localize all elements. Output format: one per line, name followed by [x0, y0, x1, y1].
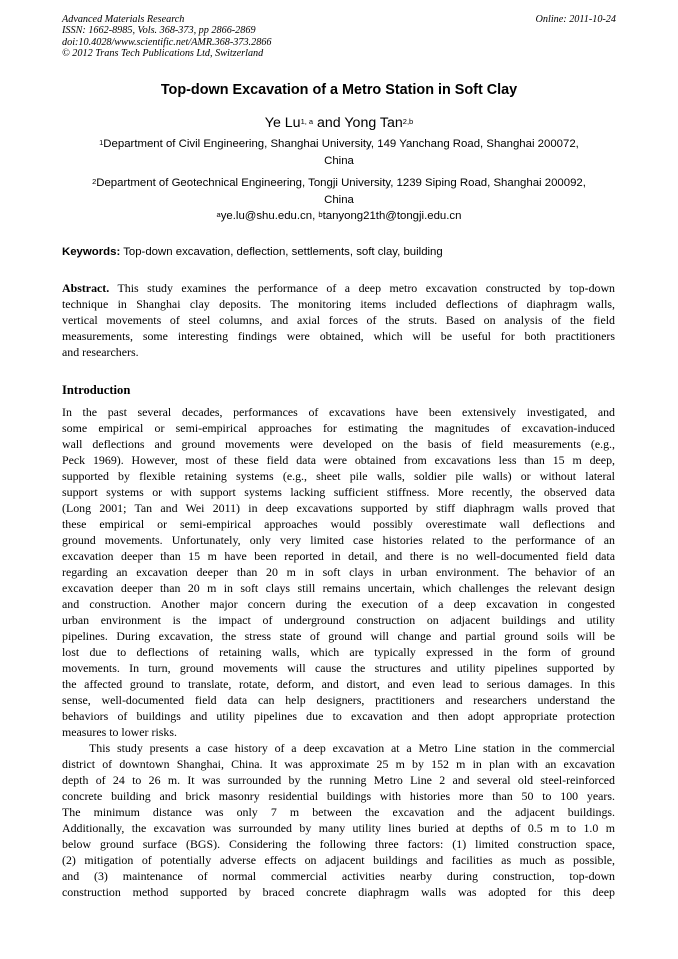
- abstract-line: technique in Shanghai clay deposits. The monitoring items included deflections of diaphragm walls,: [62, 297, 615, 311]
- journal-name: Advanced Materials Research: [62, 14, 185, 25]
- author-name: Yong Tan: [344, 115, 403, 131]
- body-line: movements. In turn, ground movements will cause the structures and utility pipelines supported by: [62, 661, 615, 675]
- email-address: tanyong21th@tongji.edu.cn: [322, 210, 462, 222]
- body-line: (Long 2001; Tan and Wei 2011) in deep excavations supported by stiff diaphragm walls proved that: [62, 501, 615, 515]
- body-line: sense, well-documented field data can help designers, practitioners and researchers understand the: [62, 693, 615, 707]
- body-line: (2) mitigation of potentially adverse effects on adjacent buildings and facilities as much as possible,: [62, 853, 615, 867]
- body-line: pipelines. During excavation, the stress state of ground will change and partial ground soils will be: [62, 629, 615, 643]
- email-superscript: b: [318, 210, 323, 219]
- body-line: This study presents a case history of a deep excavation at a Metro Line station in the commercial: [62, 741, 615, 755]
- body-line: behaviors of buildings and utility pipelines due to excavation and then adopt appropriate protection: [62, 709, 615, 723]
- body-line: lost due to deflections of retaining walls, which are typically expressed in the form of ground: [62, 645, 615, 659]
- body-line: depth of 24 to 26 m. It was surrounded by the running Metro Line 2 and several old steel-reinforced: [62, 773, 615, 787]
- body-line: and (3) maintenance of normal commercial activities nearby during construction, top-down: [62, 869, 615, 883]
- journal-header: [62, 14, 271, 59]
- author-superscript: 1, a: [300, 117, 314, 126]
- body-line: urban environment is the impact of underground construction on adjacent buildings and utility: [62, 613, 615, 627]
- body-line: excavation deeper than 15 m have been reported in detail, and there is no well-documented field data: [62, 549, 615, 563]
- body-line: below ground surface (BGS). Considering the following three factors: (1) limited construction space,: [62, 837, 615, 851]
- body-line: support systems or with support systems lacking sufficient stiffness. More recently, the observed data: [62, 485, 615, 499]
- body-line: supported by flexible retaining systems (e.g., sheet pile walls, soldier pile walls) or without lateral: [62, 469, 615, 483]
- affiliation-text: Department of Geotechnical Engineering, Tongji University, 1239 Siping Road, Shanghai 200092,: [96, 177, 586, 189]
- body-line: some empirical or semi-empirical approaches for estimating the magnitudes of excavation-induced: [62, 421, 615, 435]
- body-line: concrete building and brick masonry residential buildings with histories more than 50 to 100 years.: [62, 789, 615, 803]
- author-superscript: 2,b: [402, 117, 414, 126]
- abstract-line: Abstract. This study examines the performance of a deep metro excavation constructed by top-down: [62, 281, 615, 295]
- author-line: [62, 115, 616, 132]
- body-line: Peck 1969). However, most of these field data were obtained from excavations less than 15 m deep,: [62, 453, 615, 467]
- body-line: district of downtown Shanghai, China. It was approximate 25 m by 152 m in plan with an excavation: [62, 757, 615, 771]
- body-line: construction method supported by braced concrete diaphragm walls was adopted for this deep: [62, 885, 615, 899]
- affiliation-superscript: 1: [99, 138, 104, 147]
- email-address: ye.lu@shu.edu.cn,: [220, 210, 319, 222]
- online-date: Online: 2011-10-24: [535, 14, 616, 25]
- affiliation-text: Department of Civil Engineering, Shanghai University, 149 Yanchang Road, Shanghai 200072,: [103, 138, 579, 150]
- body-line: ground movements. Unfortunately, only very limited case histories related to the performance of an: [62, 533, 615, 547]
- abstract-line: measurements, some interesting findings were obtained, which will be useful for both practitioners: [62, 329, 615, 343]
- body-line: the affected ground to translate, rotate, deform, and distort, and even lead to serious damages. In this: [62, 677, 615, 691]
- body-line: and construction. Another major concern during the execution of a deep excavation in congested: [62, 597, 615, 611]
- paper-title: Top-down Excavation of a Metro Station in Soft Clay: [160, 82, 518, 98]
- copyright-line: © 2012 Trans Tech Publications Ltd, Switzerland: [62, 47, 264, 59]
- affiliation-superscript: 2: [92, 177, 97, 186]
- abstract-line: vertical movements of steel columns, and axial forces of the struts. Based on analysis of the field: [62, 313, 615, 327]
- affiliation-1: [62, 136, 616, 170]
- author-name: Ye Lu: [264, 115, 301, 131]
- section-heading: Introduction: [62, 383, 131, 397]
- body-line: regarding an excavation deeper than 20 m in soft clays in urban environment. The behavior of an: [62, 565, 615, 579]
- body-line: excavation deeper than 20 m in soft clays still remains uncertain, which challenges the relevant design: [62, 581, 615, 595]
- affiliation-country: China: [324, 194, 354, 206]
- body-line: measures to lower risks.: [62, 725, 177, 739]
- keywords: [62, 244, 616, 261]
- body-line: these empirical or semi-empirical approaches would possibly overestimate wall deflections and: [62, 517, 615, 531]
- body-line: In the past several decades, performances of excavations have been extensively investigated, and: [62, 405, 615, 419]
- keywords-text: Top-down excavation, deflection, settlements, soft clay, building: [120, 246, 443, 258]
- issn-line: ISSN: 1662-8985, Vols. 368-373, pp 2866-2869: [62, 25, 256, 37]
- affiliation-2: [62, 175, 616, 209]
- abstract-line: and researchers.: [62, 345, 139, 359]
- abstract-label: Abstract.: [62, 281, 110, 295]
- keywords-label: Keywords:: [62, 246, 121, 258]
- doi-line: doi:10.4028/www.scientific.net/AMR.368-373.2866: [62, 36, 272, 48]
- author-conjunction: and: [313, 115, 345, 131]
- email-superscript: a: [216, 210, 221, 219]
- body-line: Additionally, the excavation was surrounded by many utility lines buried at depths of 0.5 m to 1.0 m: [62, 821, 615, 835]
- affiliation-country: China: [324, 155, 354, 167]
- email-line: [62, 208, 616, 225]
- body-line: wall deflections and ground movements were developed on the basis of field measurements (e.g.,: [62, 437, 615, 451]
- body-line: The minimum distance was only 7 m between the excavation and the adjacent buildings.: [62, 805, 615, 819]
